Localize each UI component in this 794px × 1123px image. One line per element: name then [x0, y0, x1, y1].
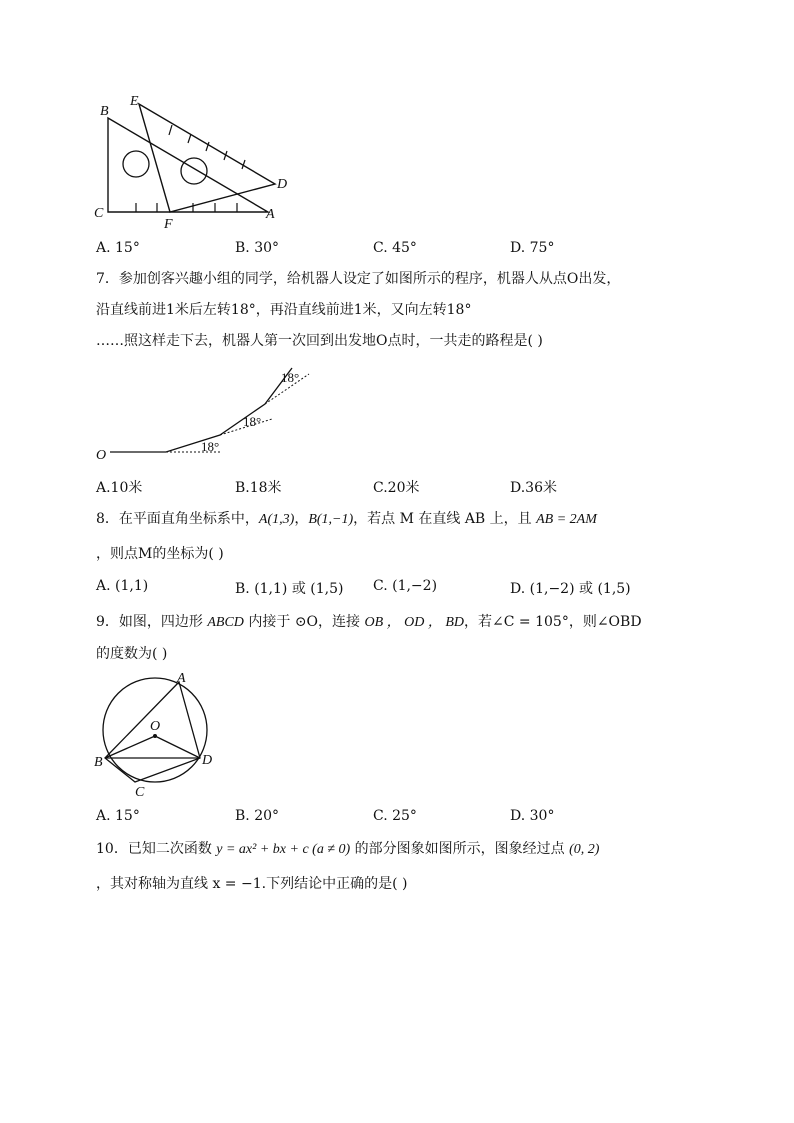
center-dot — [153, 734, 157, 738]
q9-condition: ，若∠C = 105°，则∠OBD — [464, 614, 642, 630]
angle-label-2: 18° — [243, 414, 262, 429]
q8-option-c[interactable]: C. (1,−2) — [373, 578, 438, 594]
q7-option-d[interactable]: D.36米 — [510, 480, 557, 496]
q8-option-a[interactable]: A. (1,1) — [96, 578, 149, 594]
circle-hole-left — [123, 151, 149, 177]
label-d: D — [277, 177, 288, 192]
q9-option-d[interactable]: D. 30° — [510, 808, 555, 824]
label-b: B — [94, 755, 103, 770]
q9-prefix: 9．如图，四边形 — [96, 614, 208, 630]
q9-segments: OB ， OD ， BD — [364, 615, 465, 630]
q9-line-1 — [96, 612, 642, 633]
label-b: B — [100, 104, 109, 119]
label-a: A — [177, 671, 186, 686]
q7-option-a[interactable]: A.10米 — [96, 480, 143, 496]
q9-quad: ABCD — [207, 615, 244, 630]
extension-dashes — [166, 374, 309, 452]
ruler-ticks-ed — [169, 125, 245, 169]
label-o: O — [96, 448, 107, 463]
q7-line-1: 7．参加创客兴趣小组的同学，给机器人设定了如图所示的程序，机器人从点O出发， — [96, 271, 621, 287]
q6-option-b[interactable]: B. 30° — [235, 240, 280, 256]
q10-point: (0, 2) — [569, 842, 600, 857]
q10-line-2: ，其对称轴为直线 x = −1.下列结论中正确的是( ) — [96, 876, 408, 892]
q9-line-2: 的度数为( ) — [96, 646, 168, 662]
segment-od — [155, 736, 200, 758]
q10-line-1 — [96, 839, 599, 860]
robot-path-figure — [90, 360, 320, 465]
segment-ob — [105, 736, 155, 758]
q10-prefix: 10．已知二次函数 — [96, 841, 217, 857]
label-d: D — [202, 753, 213, 768]
q9-option-c[interactable]: C. 25° — [373, 808, 417, 824]
q8-prefix: 8．在平面直角坐标系中， — [96, 511, 259, 527]
q9-mid: 内接于 ⊙O，连接 — [243, 614, 365, 630]
label-e: E — [130, 94, 139, 109]
q7-option-c[interactable]: C.20米 — [373, 480, 420, 496]
q10-mid: 的部分图象如图所示，图象经过点 — [350, 841, 570, 857]
label-c: C — [135, 785, 145, 800]
circle-hole-right — [181, 158, 207, 184]
triangle-efd — [139, 104, 275, 212]
label-a: A — [266, 207, 275, 222]
q8-line-2: ，则点M的坐标为( ) — [96, 546, 224, 562]
q8-comma: ， — [294, 511, 309, 527]
q8-condition: AB = 2AM — [536, 512, 597, 527]
q7-option-b[interactable]: B.18米 — [235, 480, 282, 496]
q8-line-1 — [96, 509, 597, 530]
q9-option-b[interactable]: B. 20° — [235, 808, 280, 824]
q8-point-b: B(1,−1) — [308, 512, 354, 527]
q6-option-c[interactable]: C. 45° — [373, 240, 417, 256]
q7-line-3: ……照这样走下去，机器人第一次回到出发地O点时，一共走的路程是( ) — [96, 333, 543, 349]
inscribed-quad-figure — [90, 670, 220, 800]
angle-label-1: 18° — [201, 439, 220, 454]
label-c: C — [94, 206, 104, 221]
q6-option-d[interactable]: D. 75° — [510, 240, 555, 256]
label-f: F — [164, 217, 173, 232]
angle-label-3: 18° — [281, 370, 300, 385]
q8-point-a: A(1,3) — [258, 512, 295, 527]
label-o: O — [150, 719, 161, 734]
q8-option-b[interactable]: B. (1,1) 或 (1,5) — [235, 581, 344, 597]
q8-mid: ，若点 M 在直线 AB 上，且 — [353, 511, 537, 527]
q9-option-a[interactable]: A. 15° — [96, 808, 140, 824]
q8-option-d[interactable]: D. (1,−2) 或 (1,5) — [510, 581, 631, 597]
q6-option-a[interactable]: A. 15° — [96, 240, 140, 256]
set-squares-figure — [90, 90, 310, 235]
q7-line-2: 沿直线前进1米后左转18°，再沿直线前进1米，又向左转18° — [96, 302, 472, 318]
q10-function: y = ax² + bx + c (a ≠ 0) — [216, 842, 351, 857]
